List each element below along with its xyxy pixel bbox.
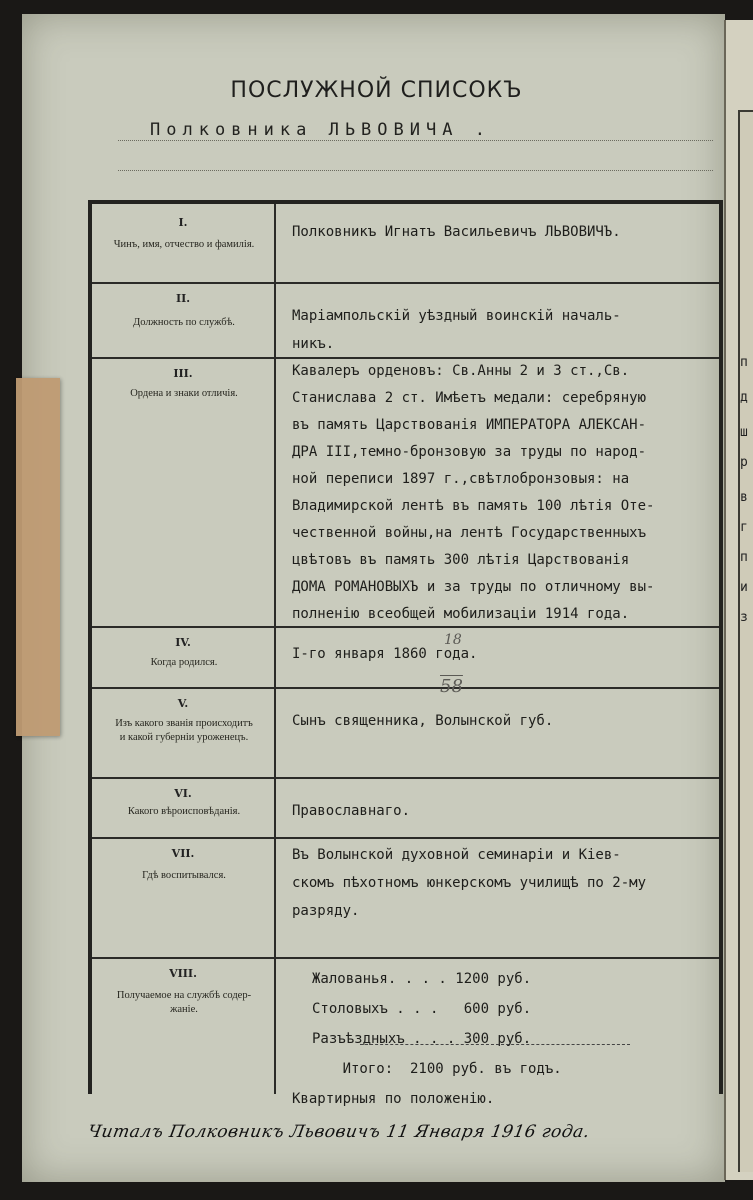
row-value-line: Разъѣздныхъ . . . 300 руб.	[312, 1031, 532, 1047]
row-label: Гдѣ воспитывался.	[142, 870, 226, 881]
row-label: Должность по службѣ.	[133, 317, 235, 328]
adjacent-page-inner	[738, 110, 753, 1172]
row-number: VI.	[174, 787, 192, 800]
row-value-line: Въ Волынской духовной семинаріи и Кіев-	[292, 847, 621, 863]
row-separator	[92, 837, 719, 839]
row-number: II.	[175, 292, 191, 305]
row-value-line: Кавалеръ орденовъ: Св.Анны 2 и 3 ст.,Св.	[292, 363, 630, 379]
row-number: III.	[173, 367, 193, 380]
row-label: и какой губерніи уроженецъ.	[119, 732, 249, 743]
row-value-line: ДРА III,темно-бронзовую за труды по народ-	[292, 444, 647, 460]
row-separator	[92, 626, 719, 628]
row-value-line: Полковникъ Игнатъ Васильевичъ ЛЬВОВИЧЪ.	[292, 224, 621, 240]
row-label: жаніе.	[170, 1004, 198, 1015]
row-number: I.	[178, 216, 188, 229]
row-value-line: цвѣтовъ въ память 300 лѣтія Царствованія	[292, 552, 630, 568]
adjacent-page-glyph: п	[740, 550, 748, 565]
row-value-line: Жалованья. . . . 1200 руб.	[312, 971, 532, 987]
row-separator	[92, 282, 719, 284]
blank-dotted-line	[118, 170, 713, 171]
row-number: VIII.	[169, 967, 197, 980]
row-value-line: Сынъ священника, Волынской губ.	[292, 713, 554, 729]
row-value-line: скомъ пѣхотномъ юнкерскомъ училищѣ по 2-му	[292, 875, 647, 891]
row-label: Ордена и знаки отличія.	[130, 388, 238, 399]
total-rule	[360, 1044, 630, 1045]
row-label: Чинъ, имя, отчество и фамилія.	[113, 239, 255, 250]
row-value-line: полненію всеобщей мобилизаціи 1914 года.	[292, 606, 630, 622]
row-value-line: никъ.	[292, 336, 335, 352]
row-value-line: ДОМА РОМАНОВЫХЪ и за труды по отличному вы-	[292, 579, 655, 595]
row-separator	[92, 957, 719, 959]
row-value-line: Итого: 2100 руб. въ годъ.	[292, 1061, 562, 1077]
row-value-line: Столовыхъ . . . 600 руб.	[312, 1001, 532, 1017]
adjacent-page-glyph: р	[740, 455, 748, 470]
adjacent-page-glyph: в	[740, 490, 748, 505]
row-separator	[92, 777, 719, 779]
row-value-line: ной переписи 1897 г.,свѣтлобронзовыя: на	[292, 471, 630, 487]
row-label: Какого вѣроисповѣданія.	[127, 806, 241, 817]
adjacent-page-glyph: ш	[740, 425, 748, 440]
handwritten-signature: Читалъ Полковникъ Львовичъ 11 Января 1916 года.	[86, 1122, 592, 1142]
column-separator	[274, 204, 276, 1094]
row-number: IV.	[175, 636, 191, 649]
subtitle-rank-name: Полковника ЛЬВОВИЧА .	[150, 120, 491, 140]
adjacent-page-glyph: з	[740, 610, 748, 625]
row-number: VII.	[171, 847, 195, 860]
row-value-line: Квартирныя по положенію.	[292, 1091, 495, 1107]
row-label: Получаемое на службѣ содер-	[116, 990, 252, 1001]
row-value-line: въ память Царствованія ИМПЕРАТОРА АЛЕКСАН-	[292, 417, 647, 433]
adjacent-page-glyph: д	[740, 390, 748, 405]
row-value-line: Станислава 2 ст. Имѣетъ медали: серебряную	[292, 390, 647, 406]
binding-tape	[16, 378, 60, 736]
row-label: Когда родился.	[150, 657, 218, 668]
subtitle-underline	[118, 140, 713, 141]
adjacent-page-glyph: г	[740, 520, 748, 535]
page-title: ПОСЛУЖНОЙ СПИСОКЪ	[230, 78, 523, 103]
pencil-note-18: 18	[444, 632, 462, 648]
row-value-line: разряду.	[292, 903, 360, 919]
row-value-line: Маріампольскій уѣздный воинскій началь-	[292, 308, 621, 324]
row-label: Изъ какого званія происходитъ	[115, 718, 253, 729]
row-value-line: I-го января 1860 года.	[292, 646, 478, 662]
adjacent-page-glyph: п	[740, 355, 748, 370]
service-record-table	[88, 200, 723, 1107]
row-number: V.	[177, 697, 189, 710]
row-value-line: чественной войны,на лентѣ Государственныхъ	[292, 525, 647, 541]
adjacent-page-glyph: и	[740, 580, 748, 595]
row-value-line: Православнаго.	[292, 803, 411, 819]
row-value-line: Владимирской лентѣ въ память 100 лѣтія Оте-	[292, 498, 655, 514]
pencil-note-58: 58	[440, 676, 463, 697]
row-separator	[92, 687, 719, 689]
